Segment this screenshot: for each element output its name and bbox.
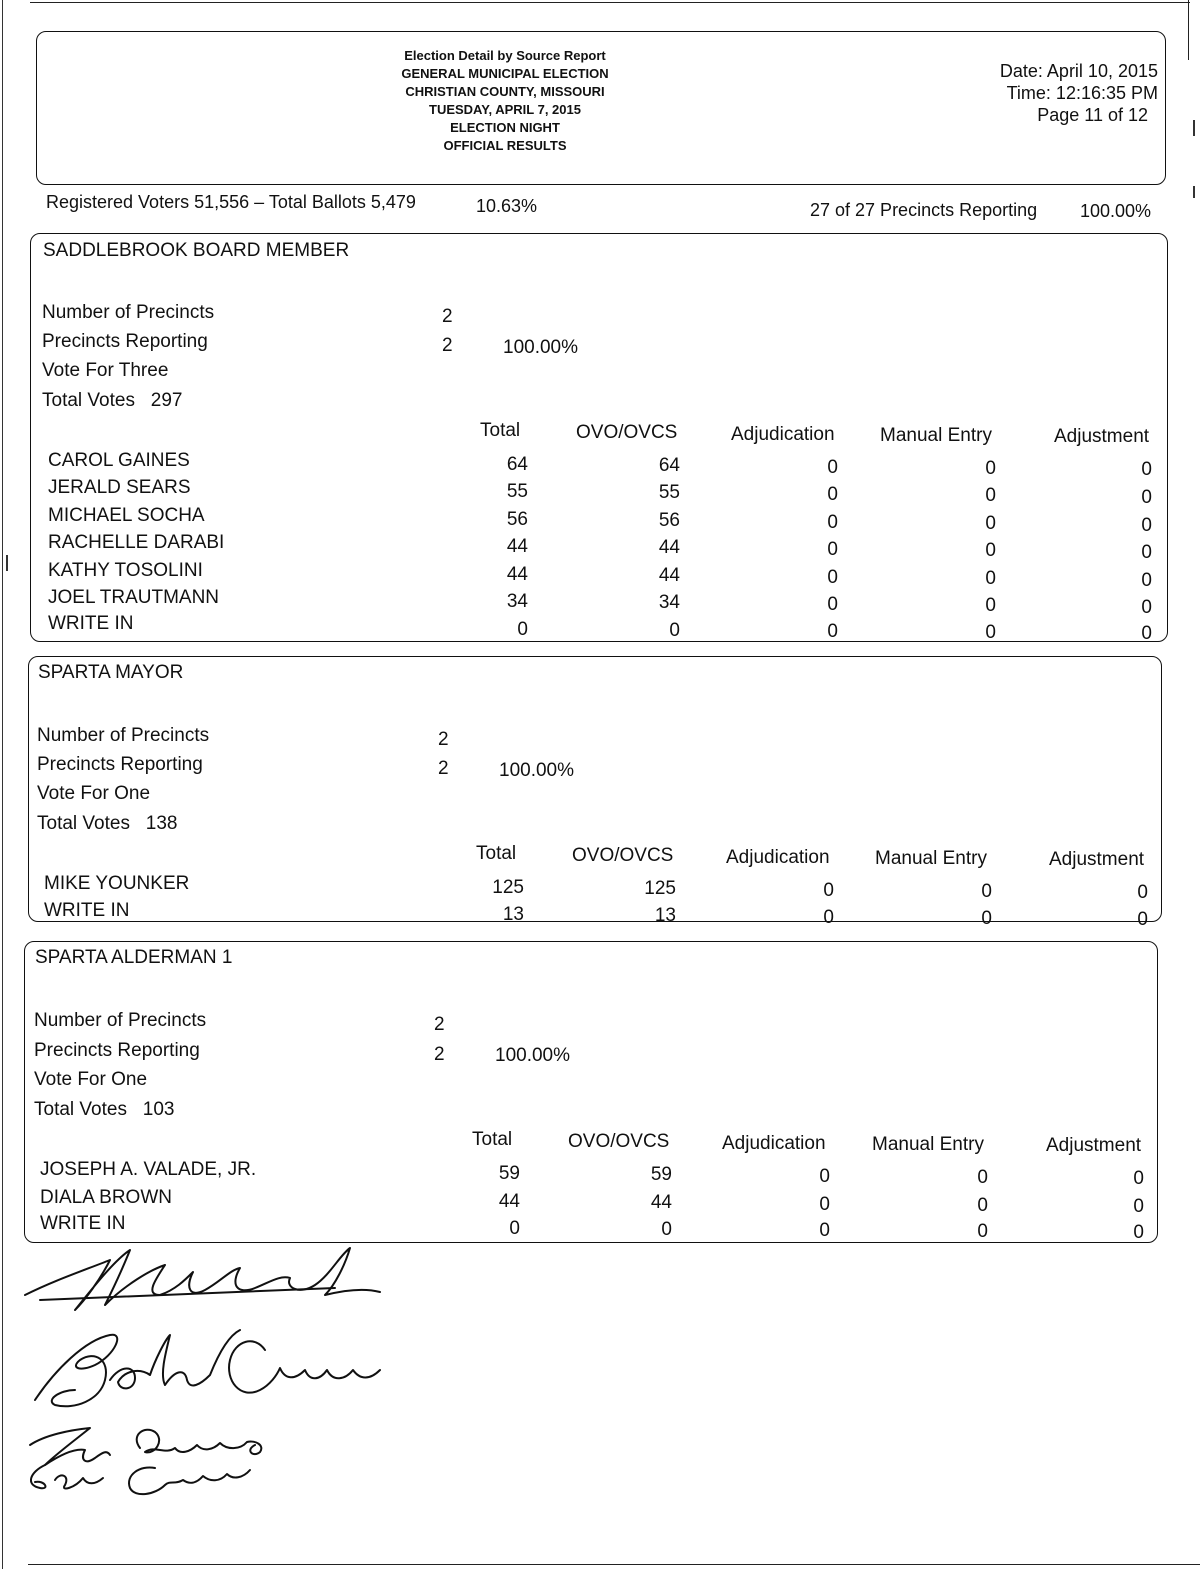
candidate-name: JOEL TRAUTMANN xyxy=(48,587,220,608)
candidate-ovo: 44 xyxy=(658,537,680,558)
report-time: Time: 12:16:35 PM xyxy=(1006,83,1158,103)
precincts-reporting-value: 2 xyxy=(438,758,449,779)
column-header-manual: Manual Entry xyxy=(875,848,987,869)
candidate-total: 0 xyxy=(517,619,528,640)
candidate-manual: 0 xyxy=(985,458,996,479)
candidate-ovo: 13 xyxy=(654,905,676,926)
column-header-ovo: OVO/OVCS xyxy=(576,422,678,443)
column-header-ovo: OVO/OVCS xyxy=(572,845,674,866)
election-name: GENERAL MUNICIPAL ELECTION xyxy=(401,66,609,81)
column-header-total: Total xyxy=(480,420,521,441)
candidate-name: JERALD SEARS xyxy=(48,477,191,498)
candidate-adjudication: 0 xyxy=(823,880,834,901)
candidate-adjustment: 0 xyxy=(1141,487,1152,508)
candidate-ovo: 44 xyxy=(650,1192,672,1213)
candidate-name: DIALA BROWN xyxy=(40,1187,172,1208)
candidate-name: WRITE IN xyxy=(48,613,134,634)
contest-title: SADDLEBROOK BOARD MEMBER xyxy=(43,240,350,261)
reporting-percent: 100.00% xyxy=(503,337,579,358)
candidate-total: 56 xyxy=(506,509,528,530)
candidate-manual: 0 xyxy=(981,908,992,929)
candidate-manual: 0 xyxy=(985,540,996,561)
page-bottom-rule xyxy=(28,1564,1200,1565)
report-title-block xyxy=(345,47,665,155)
candidate-manual: 0 xyxy=(977,1167,988,1188)
candidate-total: 44 xyxy=(498,1191,520,1212)
candidate-adjudication: 0 xyxy=(827,539,838,560)
candidate-total: 64 xyxy=(506,454,528,475)
candidate-adjudication: 0 xyxy=(827,621,838,642)
total-votes-value: 103 xyxy=(142,1099,175,1120)
candidate-adjudication: 0 xyxy=(819,1194,830,1215)
candidate-ovo: 64 xyxy=(658,455,680,476)
scan-mark xyxy=(6,555,8,571)
candidate-total: 59 xyxy=(498,1163,520,1184)
total-votes-text: Total Votes xyxy=(37,813,130,834)
candidate-manual: 0 xyxy=(985,485,996,506)
election-date: TUESDAY, APRIL 7, 2015 xyxy=(429,102,581,117)
precincts-reporting-value: 2 xyxy=(434,1044,445,1065)
contest-title: SPARTA ALDERMAN 1 xyxy=(35,947,233,968)
reporting-percent: 100.00% xyxy=(499,760,575,781)
column-header-manual: Manual Entry xyxy=(880,425,992,446)
candidate-name: WRITE IN xyxy=(40,1213,126,1234)
precincts-reporting-label: Precincts Reporting xyxy=(42,331,208,352)
column-header-adjustment: Adjustment xyxy=(1054,426,1150,447)
reporting-percent: 100.00% xyxy=(495,1045,571,1066)
candidate-adjudication: 0 xyxy=(819,1166,830,1187)
candidate-manual: 0 xyxy=(985,513,996,534)
candidate-adjustment: 0 xyxy=(1133,1222,1144,1243)
page-top-rule xyxy=(30,2,1190,3)
candidate-ovo: 55 xyxy=(658,482,680,503)
candidate-ovo: 56 xyxy=(658,510,680,531)
total-votes-text: Total Votes xyxy=(34,1099,127,1120)
precincts-reporting-value: 2 xyxy=(442,335,453,356)
precincts-reporting-percent: 100.00% xyxy=(1080,201,1152,221)
county-name: CHRISTIAN COUNTY, MISSOURI xyxy=(405,84,605,99)
candidate-adjustment: 0 xyxy=(1133,1168,1144,1189)
precincts-reporting-summary: 27 of 27 Precincts Reporting xyxy=(810,200,1038,220)
candidate-adjustment: 0 xyxy=(1141,459,1152,480)
page-right-rule xyxy=(1188,0,1189,60)
candidate-total: 44 xyxy=(506,536,528,557)
candidate-name: CAROL GAINES xyxy=(48,450,190,471)
column-header-adjudication: Adjudication xyxy=(726,847,830,868)
candidate-adjustment: 0 xyxy=(1133,1196,1144,1217)
candidate-name: JOSEPH A. VALADE, JR. xyxy=(40,1159,257,1180)
total-votes-label xyxy=(42,390,183,412)
scan-mark xyxy=(1193,186,1195,198)
signature-4 xyxy=(31,1465,250,1494)
scan-mark xyxy=(1193,120,1195,136)
candidate-name: RACHELLE DARABI xyxy=(48,532,225,553)
vote-for: Vote For One xyxy=(34,1069,148,1090)
num-precincts-label: Number of Precincts xyxy=(34,1010,207,1031)
candidate-manual: 0 xyxy=(985,568,996,589)
candidate-adjudication: 0 xyxy=(827,567,838,588)
column-header-manual: Manual Entry xyxy=(872,1134,984,1155)
candidate-total: 13 xyxy=(502,904,524,925)
registered-voters: Registered Voters 51,556 – Total Ballots 5,479 xyxy=(46,192,416,212)
candidate-manual: 0 xyxy=(977,1195,988,1216)
candidate-name: MIKE YOUNKER xyxy=(44,873,190,894)
candidate-adjustment: 0 xyxy=(1141,623,1152,644)
report-title: Election Detail by Source Report xyxy=(404,48,606,63)
candidate-adjustment: 0 xyxy=(1141,515,1152,536)
vote-for: Vote For Three xyxy=(42,360,169,381)
candidate-ovo: 0 xyxy=(661,1219,672,1240)
total-votes-label xyxy=(34,1099,175,1121)
candidate-total: 55 xyxy=(506,481,528,502)
report-date: Date: April 10, 2015 xyxy=(999,61,1158,81)
signature-3 xyxy=(30,1428,261,1465)
candidate-ovo: 0 xyxy=(669,620,680,641)
candidate-adjustment: 0 xyxy=(1137,909,1148,930)
vote-for: Vote For One xyxy=(37,783,151,804)
page-number: Page 11 of 12 xyxy=(1037,105,1148,125)
column-header-adjudication: Adjudication xyxy=(722,1133,826,1154)
candidate-total: 0 xyxy=(509,1218,520,1239)
num-precincts-value: 2 xyxy=(438,729,449,750)
candidate-name: MICHAEL SOCHA xyxy=(48,505,205,526)
candidate-name: KATHY TOSOLINI xyxy=(48,560,203,581)
candidate-adjudication: 0 xyxy=(827,512,838,533)
column-header-total: Total xyxy=(476,843,517,864)
column-header-adjudication: Adjudication xyxy=(731,424,835,445)
candidate-ovo: 125 xyxy=(644,878,676,899)
candidate-manual: 0 xyxy=(981,881,992,902)
num-precincts-value: 2 xyxy=(434,1014,445,1035)
report-stage: ELECTION NIGHT xyxy=(450,120,560,135)
precincts-reporting-label: Precincts Reporting xyxy=(34,1040,200,1061)
num-precincts-label: Number of Precincts xyxy=(42,302,215,323)
candidate-ovo: 59 xyxy=(650,1164,672,1185)
total-votes-label xyxy=(37,813,178,835)
candidate-name: WRITE IN xyxy=(44,900,130,921)
results-status: OFFICIAL RESULTS xyxy=(443,138,567,153)
column-header-total: Total xyxy=(472,1129,513,1150)
total-votes-value: 138 xyxy=(145,813,178,834)
candidate-adjudication: 0 xyxy=(827,457,838,478)
candidate-adjustment: 0 xyxy=(1141,597,1152,618)
column-header-ovo: OVO/OVCS xyxy=(568,1131,670,1152)
turnout-percent: 10.63% xyxy=(476,196,538,216)
candidate-manual: 0 xyxy=(985,595,996,616)
candidate-adjudication: 0 xyxy=(827,594,838,615)
candidate-total: 34 xyxy=(506,591,528,612)
column-header-adjustment: Adjustment xyxy=(1046,1135,1142,1156)
candidate-adjustment: 0 xyxy=(1137,882,1148,903)
signatures-image xyxy=(15,1240,395,1510)
total-votes-text: Total Votes xyxy=(42,390,135,411)
candidate-total: 125 xyxy=(492,877,524,898)
candidate-adjudication: 0 xyxy=(827,484,838,505)
page-left-rule xyxy=(2,0,3,1569)
candidate-ovo: 34 xyxy=(658,592,680,613)
candidate-adjudication: 0 xyxy=(823,907,834,928)
candidate-adjustment: 0 xyxy=(1141,570,1152,591)
signature-1 xyxy=(25,1248,380,1310)
candidate-ovo: 44 xyxy=(658,565,680,586)
signature-2 xyxy=(35,1330,380,1406)
candidate-manual: 0 xyxy=(985,622,996,643)
num-precincts-value: 2 xyxy=(442,306,453,327)
candidate-adjustment: 0 xyxy=(1141,542,1152,563)
candidate-manual: 0 xyxy=(977,1221,988,1242)
candidate-total: 44 xyxy=(506,564,528,585)
total-votes-value: 297 xyxy=(150,390,183,411)
num-precincts-label: Number of Precincts xyxy=(37,725,210,746)
candidate-adjudication: 0 xyxy=(819,1220,830,1241)
report-meta xyxy=(1000,60,1158,126)
precincts-reporting-label: Precincts Reporting xyxy=(37,754,203,775)
contest-title: SPARTA MAYOR xyxy=(38,662,184,683)
column-header-adjustment: Adjustment xyxy=(1049,849,1145,870)
